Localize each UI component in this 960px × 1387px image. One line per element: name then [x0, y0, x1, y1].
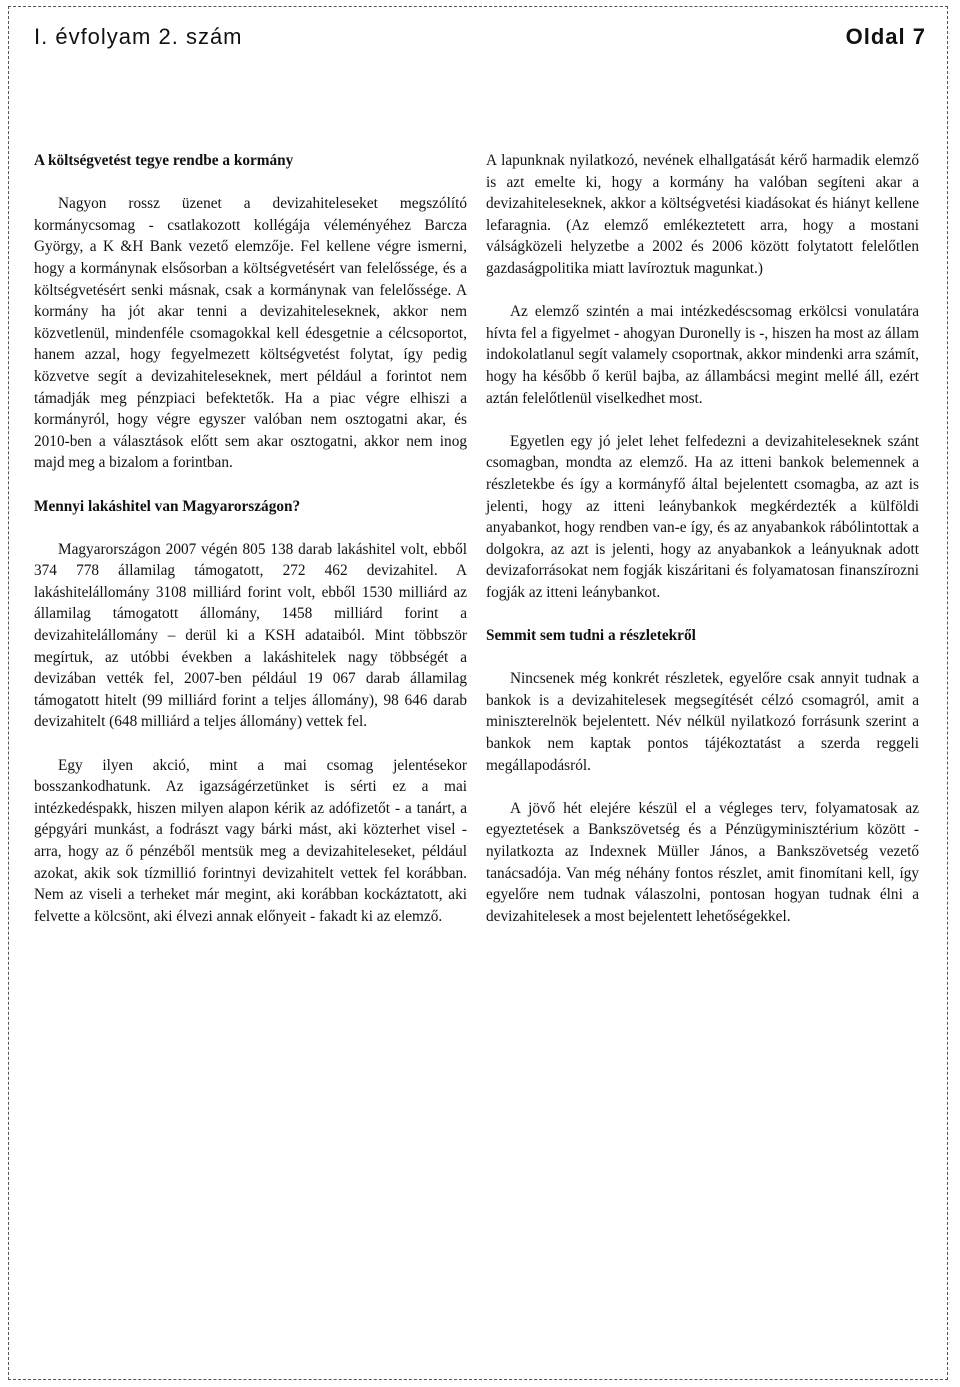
paragraph: Magyarországon 2007 végén 805 138 darab lakáshitel volt, ebből 374 778 államilag támogatott, 272 462 devizahitel. A lakáshitelállomány 3108 milliárd forint volt, ebből 1530 milliárd az államilag támogatott állomány, 1458 milliárd forint a devizahitelállomány – derül ki a KSH adataiból. Mint többször megírtuk, az utóbbi években a lakáshitelek nagy többségét a devizában vették fel, 2007-ben például 19 067 darab államilag támogatott hitelt (99 milliárd forint a teljes állomány), 98 646 darab devizahitelt (648 milliárd a teljes állomány) vettek fel.: [34, 540, 467, 731]
paragraph: Nincsenek még konkrét részletek, egyelőre csak annyit tudnak a bankok is a devizahitelesek megsegítését célzó csomagról, amit a miniszterelnök bejelentett. Név nélkül nyilatkozó forrásunk szerint a bankok nem kaptak pontos tájékoztatást a szerda reggeli megállapodásról.: [486, 670, 919, 774]
section-heading: Semmit sem tudni a részletekről: [486, 627, 696, 645]
paragraph: Az elemző szintén a mai intézkedéscsomag erkölcsi vonulatára hívta fel a figyelmet - ahogyan Duronelly is -, hiszen ha most az állam indokolatlanul segít valamely csoportnak, akkor mindenki arra számít, hogy ha később ő kerül bajba, az állambácsi megint mellé áll, ezért aztán felelőtlenül viselkedhet most.: [486, 303, 919, 407]
issue-label: I. évfolyam 2. szám: [34, 24, 243, 49]
paragraph: A lapunknak nyilatkozó, nevének elhallgatását kérő harmadik elemző is azt emelte ki, hogy a kormány ha valóban segíteni akar a devizahiteleseknek, akkor a költségvetési kiadásokat és hiányt kellene lefaragnia. (Az elemző emlékeztetett arra, hogy a mostani válságközeli helyzetbe a 2002 és 2006 között folytatott felelőtlen gazdaságpolitika miatt lavíroztuk magunkat.): [486, 152, 919, 277]
article-title: A költségvetést tegye rendbe a kormány: [34, 152, 294, 169]
right-column: [486, 150, 919, 949]
page-number: Oldal 7: [845, 24, 926, 49]
paragraph: A jövő hét elejére készül el a végleges terv, folyamatosak az egyeztetések a Bankszövetség és a Pénzügyminisztérium között - nyilatkozta az Indexnek Müller János, a Bankszövetség vezető tanácsadója. Van még néhány fontos részlet, amit finomítani kell, így egyelőre nem tudnak válaszolni, pontosan hogyan tudnak élni a devizahitelesek a most bejelentett lehetőségekkel.: [486, 799, 919, 925]
paragraph: Nagyon rossz üzenet a devizahiteleseket megszólító kormánycsomag - csatlakozott kollégája véleményéhez Barcza György, a K &H Bank vezető elemzője. Fel kellene végre ismerni, hogy a kormánynak elsősorban a költségvetésért van felelőssége, és a költségvetésért senki másnak, csak a kormánynak van felelőssége. A kormány ha jót akar tenni a devizahiteleseknek, akkor nem közvetlenül, mindenféle csomagokkal kell édesgetnie a célcsoportot, hanem azzal, hogy fegyelmezett költségvetést folytat, így pedig közvetve segít a devizahiteleseknek, mert például a forintot nem támadják meg pénzpiaci befektetők. Ha a piac végre elhiszi a kormányról, hogy végre egyszer valóban nem osztogatni akar, és 2010-ben a választások előtt sem akar osztogatni, akkor nem inog majd meg a bizalom a forintban.: [34, 195, 467, 472]
paragraph: Egy ilyen akció, mint a mai csomag jelentésekor bosszankodhatunk. Az igazságérzetünket is sérti ez a mai intézkedéspakk, hiszen milyen alapon kérik az adófizetőt - a tanárt, a gépgyári munkást, a fodrászt vagy bárki mást, aki közterhet visel - arra, hogy az ő pénzéből mentsük meg a devizahiteleseket, például azokat, akik sok tízmillió forintnyi devizahitelt vettek fel korábban. Nem az viseli a terheket már megint, aki korábban kockáztatott, aki felvette a kölcsönt, aki élvezi annak előnyeit - fakadt ki az elemző.: [34, 756, 467, 925]
left-column: [34, 150, 467, 949]
section-heading: Mennyi lakáshitel van Magyarországon?: [34, 497, 301, 515]
paragraph: Egyetlen egy jó jelet lehet felfedezni a devizahiteleseknek szánt csomagban, mondta az elemző. Ha az itteni bankok belemennek a részletekbe és így a kormányfő által bejelentett csomagba, az azt is jelenti, hogy az itteni leánybankok megkérdezték a külföldi anyabankot, hogy rendben van-e így, és az anyabankok rábólintottak a dolgokra, az azt is jelenti, hogy az anyabankok a leányuknak adott devizaforrásokat nem fogják kiszáritani és folyamatosan finanszírozni fogják az itteni leánybankot.: [486, 432, 919, 601]
